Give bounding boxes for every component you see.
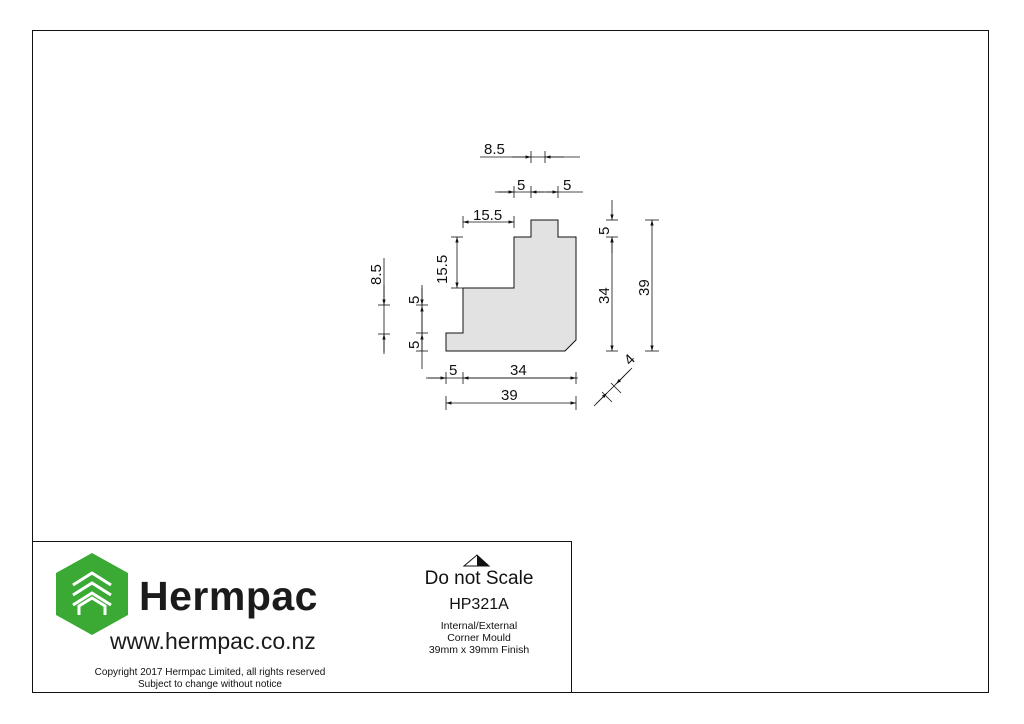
hermpac-logo-icon: [56, 553, 128, 635]
dim-left-offset: 8.5: [368, 264, 385, 285]
dim-overall-height: 39: [636, 279, 653, 296]
scale-warning-icon: [464, 555, 489, 566]
part-description: [400, 620, 558, 656]
description-line: Internal/External: [440, 620, 518, 632]
dim-left-step-a: 5: [406, 295, 423, 304]
copyright-line: Copyright 2017 Hermpac Limited, all rights reserved: [94, 667, 326, 678]
copyright-notice: [60, 667, 360, 691]
dim-inner-height: 34: [596, 287, 613, 304]
dim-leg-width-top: 15.5: [473, 207, 503, 224]
brand-name: Hermpac: [139, 573, 318, 619]
website-link[interactable]: www.hermpac.co.nz: [110, 628, 316, 654]
dim-right-step: 5: [596, 226, 613, 235]
dim-chamfer: 4: [620, 350, 639, 369]
dim-top-step-b: 5: [563, 177, 572, 194]
dim-inner-width: 34: [510, 362, 527, 379]
dim-left-step-b: 5: [406, 340, 423, 349]
description-line: Corner Mould: [447, 632, 511, 644]
corner-mould-profile: [446, 220, 576, 351]
dim-top-offset: 8.5: [484, 141, 505, 158]
part-number: HP321A: [449, 596, 509, 613]
dim-overall-width: 39: [501, 387, 518, 404]
dim-bottom-step: 5: [449, 362, 458, 379]
dim-top-step-a: 5: [517, 177, 526, 194]
dim-leg-width-side: 15.5: [434, 254, 451, 284]
description-line: 39mm x 39mm Finish: [428, 644, 530, 656]
change-notice-line: Subject to change without notice: [138, 679, 282, 690]
scale-note: Do not Scale: [424, 568, 534, 589]
